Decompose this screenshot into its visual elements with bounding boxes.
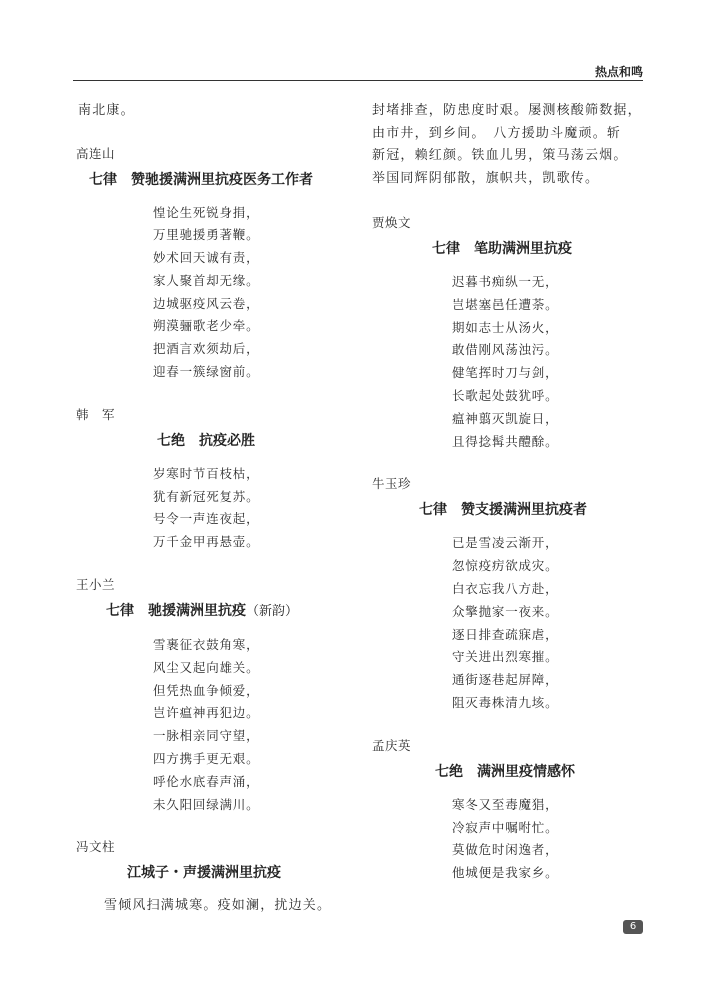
left-column bbox=[76, 100, 346, 918]
verse-line: 已是雪凌云渐开， bbox=[452, 535, 559, 551]
verse-line: 期如志士从汤火， bbox=[452, 319, 559, 335]
verse-line: 寒冬又至毒魔猖， bbox=[452, 796, 559, 812]
header-section-label: 热点和鸣 bbox=[594, 65, 643, 79]
verse-line: 长歌起处鼓犹呼。 bbox=[452, 387, 559, 403]
poem-verse bbox=[372, 794, 652, 885]
header-rule bbox=[73, 80, 643, 81]
verse-line: 万千金甲再悬壶。 bbox=[153, 534, 260, 550]
right-column bbox=[372, 100, 652, 885]
verse-line: 犹有新冠死复苏。 bbox=[153, 488, 260, 504]
poem-author: 冯文柱 bbox=[76, 839, 116, 855]
poem-verse bbox=[372, 271, 652, 453]
verse-line: 雪裹征衣鼓角寒， bbox=[153, 637, 260, 653]
poem-author: 孟庆英 bbox=[372, 737, 412, 753]
verse-line: 把酒言欢须劫后， bbox=[153, 341, 260, 357]
poem bbox=[372, 212, 652, 453]
verse-line: 号令一声连夜起， bbox=[153, 511, 260, 527]
verse-line: 且得捻髯共醴酴。 bbox=[452, 433, 559, 449]
verse-line: 瘟神翦灭凯旋日， bbox=[452, 410, 559, 426]
poem-verse bbox=[76, 202, 346, 384]
verse-line: 守关进出烈寒摧。 bbox=[452, 649, 559, 665]
poem-title: 江城子・声援满洲里抗疫 bbox=[127, 865, 281, 882]
poem-title: 七律 赞支援满洲里抗疫者 bbox=[419, 502, 587, 519]
verse-line: 雪倾风扫满城寒。疫如澜，扰边关。 bbox=[104, 898, 332, 914]
verse-line: 他城便是我家乡。 bbox=[452, 865, 559, 881]
verse-line: 忽惊疫疠欲成灾。 bbox=[452, 558, 559, 574]
verse-line: 阻灭毒株清九垓。 bbox=[452, 694, 559, 710]
text-line: 由市井，到乡间。 八方援助斗魔顽。斩 bbox=[372, 125, 622, 141]
verse-line: 迟暮书痴纵一无， bbox=[452, 274, 559, 289]
poem-verse bbox=[76, 634, 346, 816]
verse-line: 万里驰援勇著鞭。 bbox=[153, 227, 260, 243]
poem-title-text: 七律 驰援满洲里抗疫 bbox=[106, 603, 246, 620]
verse-line: 莫做危时闲逸者， bbox=[452, 842, 559, 858]
poem-title: 七律 笔助满洲里抗疫 bbox=[432, 241, 572, 257]
poem-author: 韩 军 bbox=[76, 406, 116, 422]
verse-line: 敢借刚风荡浊污。 bbox=[452, 342, 559, 358]
poem-title bbox=[76, 600, 346, 623]
poem-author: 牛玉珍 bbox=[372, 476, 412, 492]
text-line: 封堵排查，防患度时艰。屡测核酸筛数据， bbox=[372, 103, 642, 118]
poem-author: 贾焕文 bbox=[372, 215, 412, 230]
verse-line: 岂许瘟神再犯边。 bbox=[153, 705, 260, 721]
poem bbox=[372, 473, 652, 714]
continuation-text bbox=[372, 100, 652, 190]
page-number-badge: 6 bbox=[623, 920, 643, 934]
verse-line: 妙术回天诚有责， bbox=[153, 250, 260, 266]
verse-line: 众擎抛家一夜来。 bbox=[452, 603, 559, 619]
verse-line: 健笔挥时刀与剑， bbox=[452, 365, 559, 381]
verse-line: 惶论生死锐身捐， bbox=[153, 204, 260, 220]
poem-verse bbox=[76, 895, 346, 918]
poem-verse bbox=[372, 532, 652, 714]
poem-author: 王小兰 bbox=[76, 577, 116, 593]
verse-line: 但凭热血争倾爱， bbox=[153, 682, 260, 698]
verse-line: 迎春一簇绿窗前。 bbox=[153, 364, 260, 380]
verse-line: 风尘又起向雄关。 bbox=[153, 659, 260, 675]
verse-line: 逐日排查疏寐虐， bbox=[452, 626, 559, 642]
poem-title: 七绝 抗疫必胜 bbox=[157, 432, 255, 449]
poem-author: 高连山 bbox=[76, 145, 116, 161]
verse-line: 家人聚首却无缘。 bbox=[153, 272, 260, 288]
verse-line: 冷寂声中嘱咐忙。 bbox=[452, 819, 559, 835]
poem-title-note: （新韵） bbox=[246, 604, 299, 620]
text-line: 新冠，赖红颜。铁血儿男，策马荡云烟。 bbox=[372, 148, 628, 163]
verse-line: 四方携手更无艰。 bbox=[153, 751, 260, 767]
verse-line: 白衣忘我八方赴， bbox=[452, 580, 559, 596]
verse-line: 边城驱疫风云卷， bbox=[153, 295, 260, 311]
verse-line: 呼伦水底春声涌， bbox=[153, 773, 260, 789]
verse-line: 一脉相亲同守望， bbox=[153, 728, 260, 744]
verse-line: 未久阳回绿满川。 bbox=[153, 796, 260, 812]
verse-line: 通街逐巷起屏障， bbox=[452, 672, 559, 688]
verse-line: 岁寒时节百枝枯， bbox=[153, 465, 260, 481]
poem bbox=[76, 143, 346, 384]
continuation-text: 南北康。 bbox=[78, 103, 135, 118]
poem bbox=[76, 836, 346, 918]
poem bbox=[76, 574, 346, 816]
verse-line: 朔漠骊歌老少牵。 bbox=[153, 318, 260, 334]
text-line: 举国同辉阴郁散，旗帜共，凯歌传。 bbox=[372, 170, 600, 186]
poem-title: 七律 赞驰援满洲里抗疫医务工作者 bbox=[89, 171, 313, 188]
verse-line: 岂堪塞邑任遭荼。 bbox=[452, 296, 559, 312]
poem bbox=[76, 404, 346, 554]
poem-title: 七绝 满洲里疫情感怀 bbox=[435, 763, 575, 780]
poem bbox=[372, 735, 652, 885]
poem-verse bbox=[76, 463, 346, 554]
